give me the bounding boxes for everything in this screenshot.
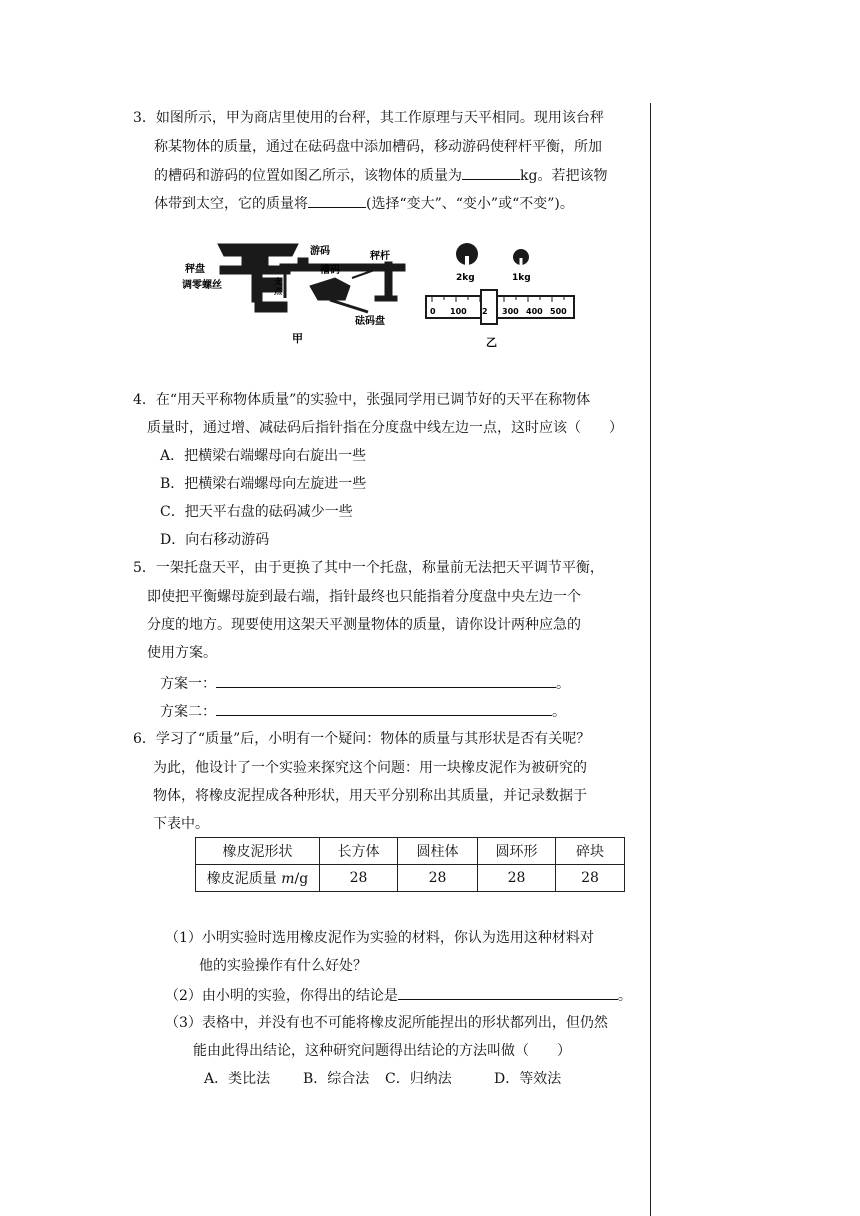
q6-sub3-line1: （3）表格中，并没有也不可能将橡皮泥所能捏出的形状都列出，但仍然 [165, 1015, 608, 1031]
label-screw: 调零螺丝 [182, 280, 222, 291]
q6-choice-b: B．综合法 [303, 1071, 370, 1087]
table-header-row [196, 838, 625, 865]
table-row [196, 865, 625, 892]
q5-plan1: 方案一： 。 [160, 673, 570, 694]
table-row-label: 橡皮泥质量 m/g [196, 865, 320, 892]
q4-option-d: D．向右移动游码 [160, 532, 270, 548]
q3-line2: 称某物体的质量，通过在砝码盘中添加槽码，移动游码使秤杆平衡，所加 [154, 139, 602, 155]
label-jia: 甲 [292, 332, 303, 345]
label-2kg: 2kg [456, 273, 475, 283]
q3-line3: 的槽码和游码的位置如图乙所示，该物体的质量为 kg。若把该物 [154, 165, 607, 186]
scale-figure [180, 238, 580, 353]
q4-line2: 质量时，通过增、减砝码后指针指在分度盘中线左边一点，这时应该（ ） [147, 420, 623, 436]
answer-blank-change[interactable] [308, 193, 366, 208]
label-pivot-b: 点 [274, 287, 282, 296]
tick-500: 500 [550, 307, 567, 316]
label-weight: 槽码 [320, 265, 340, 276]
label-weight-pan: 砝码盘 [355, 316, 385, 327]
label-pivot-a: 支 [274, 277, 282, 286]
weight-1kg-icon [513, 249, 529, 267]
answer-blank-conclusion[interactable] [398, 985, 618, 1000]
weight-2kg-icon [456, 243, 478, 268]
q5-line2: 即使把平衡螺母旋到最右端，指针最终也只能指着分度盘中央左边一个 [147, 589, 581, 605]
q6-choice-d: D．等效法 [494, 1071, 562, 1087]
tick-100: 100 [450, 307, 467, 316]
answer-blank-plan2[interactable] [216, 701, 552, 716]
table-header-cell: 圆柱体 [398, 838, 478, 865]
q5-plan2: 方案二： 。 [160, 701, 566, 722]
table-cell: 28 [556, 865, 625, 892]
table-header-cell: 圆环形 [478, 838, 556, 865]
q4-line1: 4．在“用天平称物体质量”的实验中，张强同学用已调节好的天平在称物体 [133, 392, 591, 408]
table-cell: 28 [320, 865, 398, 892]
q6-sub3-line2: 能由此得出结论，这种研究问题得出结论的方法叫做（ ） [193, 1043, 571, 1059]
q6-line1: 6．学习了“质量”后，小明有一个疑问：物体的质量与其形状是否有关呢？ [133, 731, 591, 747]
q4-option-a: A．把横梁右端螺母向右旋出一些 [160, 448, 367, 464]
q6-choice-c: C．归纳法 [385, 1071, 452, 1087]
table-cell: 28 [398, 865, 478, 892]
q6-line4: 下表中。 [153, 816, 209, 832]
tick-0: 0 [430, 307, 436, 316]
q6-sub1-line1: （1）小明实验时选用橡皮泥作为实验的材料，你认为选用这种材料对 [165, 930, 594, 946]
label-yi: 乙 [486, 336, 497, 349]
label-pan: 秤盘 [185, 264, 205, 275]
table-header-cell: 长方体 [320, 838, 398, 865]
table-header-cell: 碎块 [556, 838, 625, 865]
tick-200-partial: 2 [482, 307, 488, 316]
label-1kg: 1kg [512, 273, 531, 283]
q5-line4: 使用方案。 [147, 645, 217, 661]
table-header-cell: 橡皮泥形状 [196, 838, 320, 865]
label-beam: 秤杆 [370, 251, 390, 262]
tick-300: 300 [502, 307, 519, 316]
q4-option-b: B．把横梁右端螺母向左旋进一些 [160, 476, 367, 492]
answer-blank-plan1[interactable] [216, 673, 556, 688]
label-slider: 游码 [310, 246, 330, 257]
q4-option-c: C．把天平右盘的砝码减少一些 [160, 504, 353, 520]
q6-choice-a: A．类比法 [204, 1071, 271, 1087]
answer-blank-mass[interactable] [462, 165, 520, 180]
clay-mass-table [195, 837, 625, 892]
q5-line3: 分度的地方。现要使用这架天平测量物体的质量，请你设计两种应急的 [147, 617, 581, 633]
q6-line2: 为此，他设计了一个实验来探究这个问题：用一块橡皮泥作为被研究的 [153, 760, 587, 776]
q3-line4: 体带到太空，它的质量将 (选择“变大”、“变小”或“不变”)。 [154, 193, 574, 214]
tick-400: 400 [526, 307, 543, 316]
q6-sub1-line2: 他的实验操作有什么好处？ [199, 958, 367, 974]
q6-line3: 物体，将橡皮泥捏成各种形状，用天平分别称出其质量，并记录数据于 [153, 788, 587, 804]
page-margin-line [650, 103, 651, 1216]
q6-sub2: （2）由小明的实验，你得出的结论是 。 [165, 985, 632, 1006]
q3-line1: 3．如图所示，甲为商店里使用的台秤，其工作原理与天平相同。现用该台秤 [133, 110, 604, 126]
q5-line1: 5．一架托盘天平，由于更换了其中一个托盘，称量前无法把天平调节平衡， [133, 560, 604, 576]
table-cell: 28 [478, 865, 556, 892]
